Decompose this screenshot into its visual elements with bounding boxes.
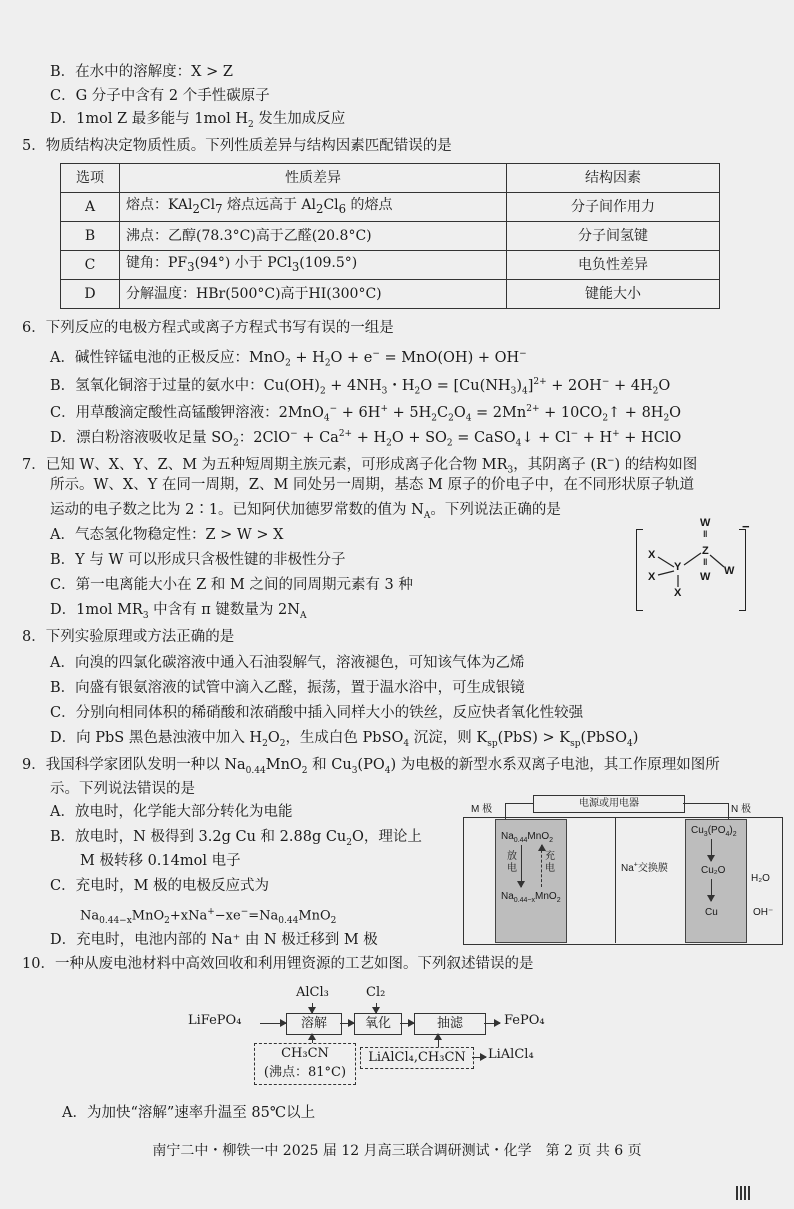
- bond-lines: [636, 515, 754, 611]
- q6-option-d: D．漂白粉溶液吸收足量 $SO_2$：$2ClO^- + Ca^{2+} + H_2O + SO_2$ = CaSO$_4$↓ + Cl− + H+ + HClO: [50, 429, 682, 449]
- flow-output-fepo4: FePO₄: [504, 1013, 545, 1028]
- atom-x-bottom: X: [674, 587, 682, 599]
- q5-table: [60, 163, 720, 309]
- q7-option-c: C．第一电离能大小在 Z 和 M 之间的同周期元素有 3 种: [50, 577, 413, 593]
- atom-z: Z: [702, 545, 709, 557]
- flow-output-lialcl4: LiAlCl₄: [488, 1047, 534, 1062]
- q5-header-factor: 结构因素: [507, 164, 720, 193]
- q9-option-b-line1: B．放电时，N 极得到 3.2g Cu 和 2.88g $Cu_2O$，理论上: [50, 829, 422, 848]
- q9-stem-line1: 9．我国科学家团队发明一种以 $Na_{0.44}MnO_2$ 和 $Cu_3(PO_4)$ 为电极的新型水系双离子电池，其工作原理如图所: [22, 757, 720, 776]
- flow-step-filter: 抽滤: [414, 1013, 486, 1035]
- q5-row-a-property: 熔点：$KAl_2Cl_7$ 熔点远高于 $Al_2Cl_6$ 的熔点: [120, 193, 507, 222]
- q5-row-c-property: 键角：$PF_3(94^\circ)$ 小于 PCl$_3$(109.5°): [120, 251, 507, 280]
- q6-option-c: C．用草酸滴定酸性高锰酸钾溶液：$2MnO_4^- + 6H^+ + 5H_2C_2O_4 = 2Mn^{2+}$ + $10CO_2↑ + 8H_2O$: [50, 404, 682, 424]
- atom-w-top: W: [700, 517, 711, 529]
- q10-stem: 10．一种从废电池材料中高效回收和利用锂资源的工艺如图。下列叙述错误的是: [22, 956, 534, 972]
- atom-x-lower: X: [648, 571, 656, 583]
- n-pole-label: N 极: [731, 804, 751, 815]
- water-label: H₂O: [751, 873, 770, 884]
- q5-row-a-option: A: [61, 193, 120, 222]
- process-flow-diagram: [188, 985, 568, 1090]
- membrane-label: Na+交换膜: [621, 861, 668, 874]
- q10-option-a: A．为加快“溶解”速率升温至 85℃以上: [62, 1105, 316, 1121]
- q7-option-d: D．1mol $MR_3$ 中含有 π 键数量为 $2N_A$: [50, 602, 307, 621]
- q5-row-b-factor: 分子间氢键: [507, 222, 720, 251]
- q7-stem-line1: 7．已知 W、X、Y、Z、M 为五种短周期主族元素，可形成离子化合物 $MR_3$，其阴离子 (R−) 的结构如图: [22, 456, 698, 476]
- discharge-arrow: [521, 845, 522, 887]
- q5-row-c-option: C: [61, 251, 120, 280]
- q5-row-b-option: B: [61, 222, 120, 251]
- q5-header-option: 选项: [61, 164, 120, 193]
- q5-row-d-option: D: [61, 280, 120, 309]
- flow-solvent: CH₃CN: [281, 1046, 329, 1061]
- q6-option-a: A．碱性锌锰电池的正极反应：$MnO_2 + H_2O + e^- = MnO(OH) + OH^-$: [50, 349, 527, 369]
- q8-option-c: C．分别向相同体积的稀硝酸和浓硝酸中插入同样大小的铁丝，反应快者氧化性较强: [50, 705, 584, 721]
- flow-input: LiFePO₄: [188, 1013, 242, 1028]
- ion-exchange-membrane: [615, 817, 616, 943]
- anion-structure-diagram: − W ‖ Z ‖ W W Y X X X: [636, 515, 754, 611]
- cu2o-label: Cu₂O: [701, 865, 726, 876]
- q5-header-property: 性质差异: [120, 164, 507, 193]
- atom-y: Y: [674, 561, 682, 573]
- q9-option-b-line2: M 极转移 0.14mol 电子: [80, 853, 241, 869]
- q9-option-c-line1: C．充电时，M 极的电极反应式为: [50, 878, 270, 894]
- qr-code-icon: [736, 1186, 750, 1200]
- flow-solvent-box: [254, 1043, 356, 1085]
- q7-option-a: A．气态氢化物稳定性：Z > W > X: [50, 527, 284, 543]
- q5-row-d-factor: 键能大小: [507, 280, 720, 309]
- anion-charge: −: [742, 519, 750, 534]
- q5-row-d-property: 分解温度：HBr(500°C)高于HI(300°C): [120, 280, 507, 309]
- atom-x-upper: X: [648, 549, 656, 561]
- q6-option-b: B．氢氧化铜溶于过量的氨水中：$Cu(OH)_2 + 4NH_3$・$H_2O = [Cu(NH_3)_4]^{2+} + 2OH^- + 4H_2O$: [50, 377, 671, 397]
- atom-w-bottom: W: [700, 571, 711, 583]
- page-footer: 南宁二中・柳铁一中 2025 届 12 月高三联合调研测试・化学 第 2 页 共 6 页: [152, 1143, 642, 1159]
- power-source-box: 电源或用电器: [533, 795, 685, 813]
- cu-label: Cu: [705, 907, 718, 918]
- battery-diagram: 电源或用电器 M 极 N 极 $Na_{0.44}MnO_2$ $Na_{0.44-x}MnO_2$ 放电 充电 Na+交换膜 $Cu_3(PO_4)_2$ Cu₂O Cu H₂O OH⁻: [463, 795, 783, 945]
- q8-option-b: B．向盛有银氨溶液的试管中滴入乙醛，振荡，置于温水浴中，可生成银镜: [50, 680, 525, 696]
- q5-row-a-factor: 分子间作用力: [507, 193, 720, 222]
- q8-option-d: D．向 PbS 黑色悬浊液中加入 $H_2O_2$，生成白色 PbSO$_4$ 沉淀，则 $K_{sp}(PbS)$ > $K_{sp}(PbSO_4)$: [50, 730, 639, 749]
- q9-stem-line2: 示。下列说法错误的是: [50, 781, 195, 797]
- q9-option-d: D．充电时，电池内部的 Na⁺ 由 N 极迁移到 M 极: [50, 932, 378, 948]
- q6-stem: 6．下列反应的电极方程式或离子方程式书写有误的一组是: [22, 320, 394, 336]
- q5-row-b-property: 沸点：乙醇(78.3°C)高于乙醛(20.8°C): [120, 222, 507, 251]
- flow-reagent-alcl3: AlCl₃: [296, 985, 329, 1000]
- q5-stem: 5．物质结构决定物质性质。下列性质差异与结构因素匹配错误的是: [22, 138, 452, 154]
- flow-mix-box: LiAlCl₄,CH₃CN: [360, 1047, 474, 1069]
- charge-arrow: [541, 845, 543, 887]
- flow-step-dissolve: 溶解: [286, 1013, 342, 1035]
- flow-reagent-cl2: Cl₂: [366, 985, 386, 1000]
- q9-option-c-equation: $Na_{0.44-x}MnO_2+xNa^+-xe^-=Na_{0.44}MnO_2$: [80, 907, 337, 926]
- q4-option-b: B．在水中的溶解度：X > Z: [50, 64, 233, 80]
- q5-row-c-factor: 电负性差异: [507, 251, 720, 280]
- q4-option-c: C．G 分子中含有 2 个手性碳原子: [50, 88, 270, 104]
- q9-option-a: A．放电时，化学能大部分转化为电能: [50, 804, 293, 820]
- m-pole-label: M 极: [471, 804, 493, 815]
- q7-stem-line2: 所示。W、X、Y 在同一周期，Z、M 同处另一周期，基态 M 原子的价电子中，在不同形状原子轨道: [50, 477, 695, 493]
- atom-w-right: W: [724, 565, 735, 577]
- q8-stem: 8．下列实验原理或方法正确的是: [22, 629, 235, 645]
- q4-option-d: D．1mol Z 最多能与 1mol $H_2$ 发生加成反应: [50, 111, 346, 130]
- q8-option-a: A．向溴的四氯化碳溶液中通入石油裂解气，溶液褪色，可知该气体为乙烯: [50, 655, 525, 671]
- flow-solvent-note: (沸点：81°C): [263, 1065, 347, 1080]
- q7-stem-line3: 运动的电子数之比为 2∶1。已知阿伏加德罗常数的值为 $N_A$。下列说法正确的是: [50, 502, 561, 521]
- discharge-label: 放电: [507, 851, 517, 874]
- flow-step-oxidize: 氧化: [354, 1013, 402, 1035]
- charge-label: 充电: [545, 851, 555, 874]
- q7-option-b: B．Y 与 W 可以形成只含极性键的非极性分子: [50, 552, 346, 568]
- hydroxide-label: OH⁻: [753, 907, 774, 918]
